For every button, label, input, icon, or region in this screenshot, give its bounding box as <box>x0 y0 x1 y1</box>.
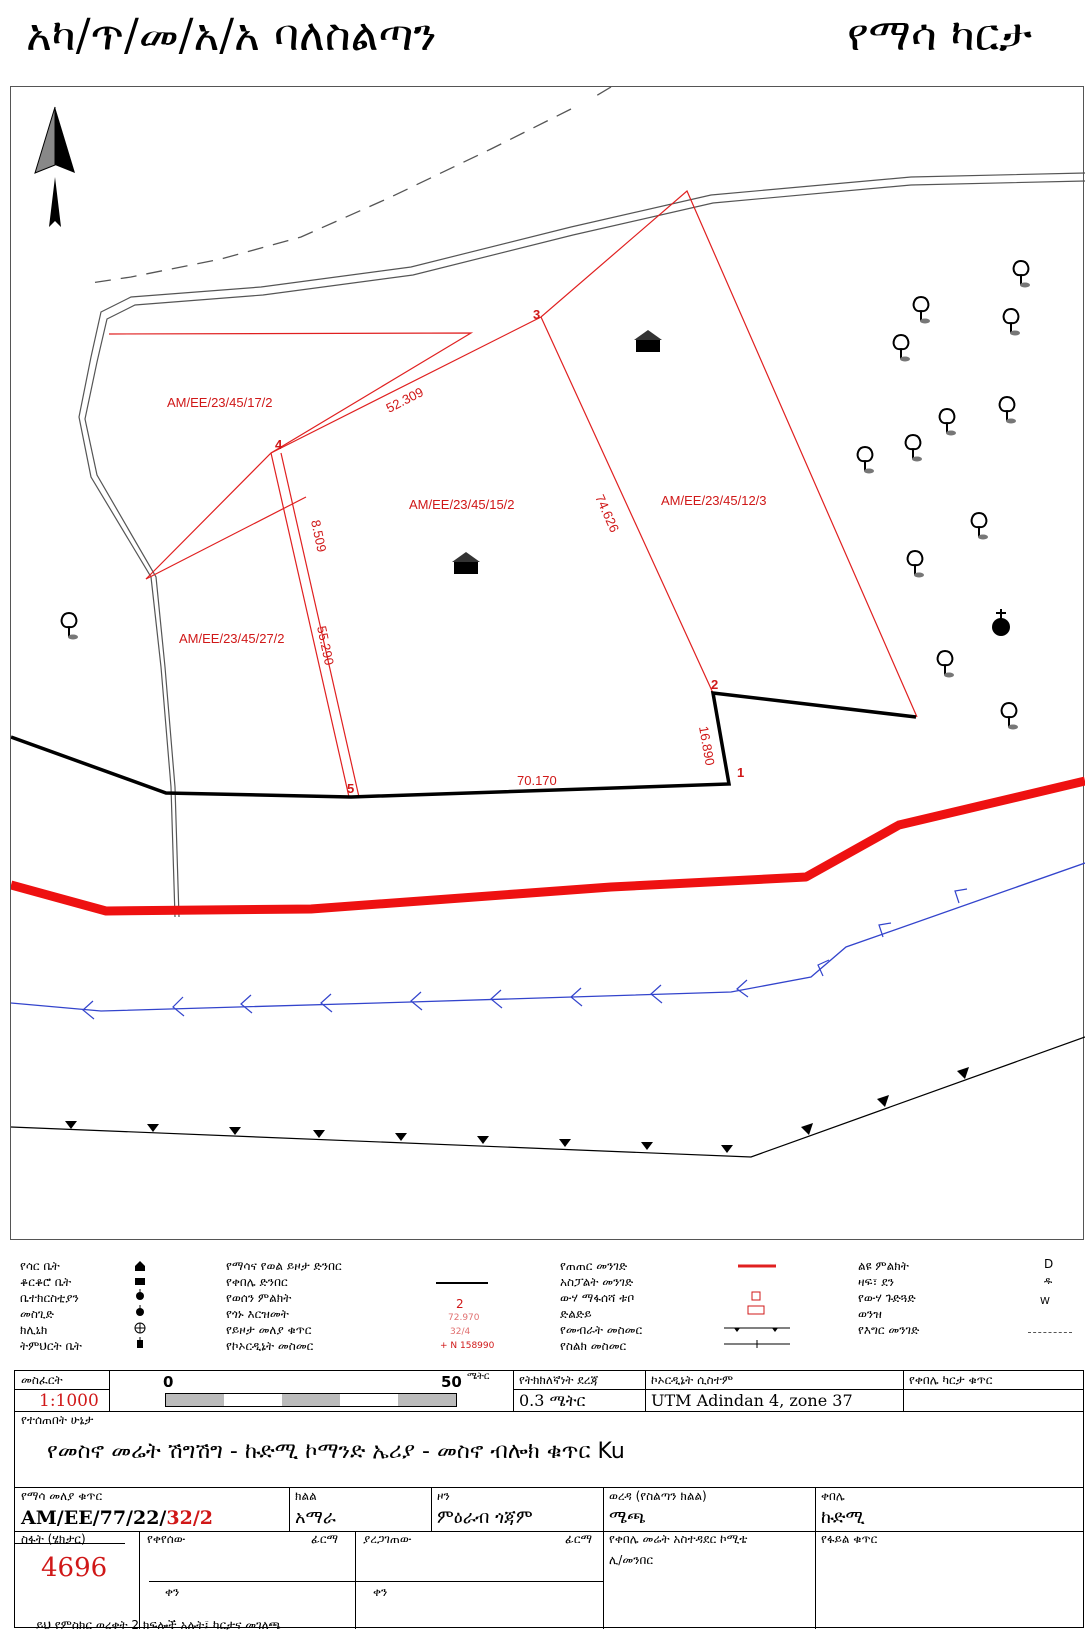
legend-col3-0: የጠጠር መንገድ <box>560 1259 628 1273</box>
distance-1-5: 70.170 <box>517 773 557 788</box>
gravel-road-line-b <box>85 181 1085 917</box>
zone-value: ምዕራብ ጎጃም <box>437 1507 533 1528</box>
verifier-date-label: ቀን <box>373 1585 388 1599</box>
house-icon <box>634 330 662 352</box>
verifier-label: ያረጋገጠው <box>363 1532 412 1546</box>
legend-col2-5: የኮኦርዲኔት መስመር <box>226 1339 314 1353</box>
coord-system-value: UTM Adindan 4, zone 37 <box>651 1391 853 1410</box>
asphalt-road <box>11 781 1085 911</box>
tree-icon <box>858 447 874 474</box>
legend-col3-symbols <box>720 1258 800 1358</box>
tree-icon <box>940 409 956 436</box>
accuracy-label: የትክክለኛነት ደረጃ <box>519 1373 599 1387</box>
legend-special-symbol: D <box>1044 1257 1054 1271</box>
tree-cluster <box>62 261 1030 730</box>
power-line-markers <box>65 1067 969 1153</box>
legend-coord-text: N 158990 <box>450 1341 495 1351</box>
area-value: 4696 <box>41 1553 108 1583</box>
surveyor-sign-label: ፊርማ <box>311 1532 339 1546</box>
vertex-3: 3 <box>533 307 541 322</box>
tree-icon <box>1000 397 1016 424</box>
legend-col1-5: ትምህርት ቤት <box>20 1339 82 1353</box>
legend-col2-1: የቀበሌ ድንበር <box>226 1275 288 1289</box>
prepared-for-label: የተሰጠበት ሁኔታ <box>21 1413 94 1427</box>
verifier-sign-label: ፊርማ <box>565 1532 593 1546</box>
legend-col3-4: የመብራት መስመር <box>560 1323 643 1337</box>
zone-label: ዞን <box>437 1489 450 1503</box>
legend-col4-4: የእግር መንገድ <box>858 1323 920 1337</box>
river <box>11 863 1085 1011</box>
distance-4-5: 55.290 <box>314 624 338 667</box>
scale-value: 1:1000 <box>39 1391 99 1411</box>
house-icon <box>452 552 480 574</box>
church-icon <box>992 609 1010 636</box>
power-line <box>11 1037 1085 1157</box>
tree-icon <box>914 297 930 324</box>
legend-col4-3: ወንዝ <box>858 1307 882 1321</box>
gravel-road-line-a <box>79 173 1085 917</box>
parcel-boundaries <box>109 191 917 797</box>
legend-col2-3: የጎኑ እርዝመት <box>226 1307 289 1321</box>
footer-note: ይህ የምስክር ወረቀት 2 ክፍሎች አሉት፤ ካርታና መገለጫ <box>36 1618 281 1632</box>
vertex-4: 4 <box>275 437 283 452</box>
vertex-1: 1 <box>737 765 745 780</box>
legend-well-symbol: W <box>1040 1296 1050 1307</box>
scalebar-start: 0 <box>163 1373 174 1391</box>
legend-footpath-line <box>1028 1332 1072 1333</box>
tree-icon <box>894 335 910 362</box>
scale-label: መስፈርት <box>21 1373 63 1387</box>
map-frame <box>10 86 1084 1240</box>
parcel-label-17: AM/EE/23/45/17/2 <box>167 395 273 410</box>
parcel-id-prefix: AM/EE/77/22/ <box>21 1507 167 1529</box>
tree-icon <box>938 651 954 678</box>
tree-icon <box>1002 703 1018 730</box>
region-value: አማራ <box>295 1507 336 1528</box>
legend-col3-2: ውሃ ማፋሰሻ ቱቦ <box>560 1291 635 1305</box>
kebele-boundary <box>11 693 916 797</box>
legend-vertex-sample: 2 <box>456 1297 464 1311</box>
committee-label: የቀበሌ መሬት አስተዳደር ኮሚቴ <box>609 1532 748 1546</box>
parcel-label-27: AM/EE/23/45/27/2 <box>179 631 285 646</box>
north-arrow-icon <box>35 107 75 227</box>
tree-icon <box>1004 309 1020 336</box>
legend-col1-3: መስጊድ <box>20 1307 54 1321</box>
tree-icon <box>972 513 988 540</box>
tree-icon <box>62 613 78 640</box>
legend-col3-3: ድልድይ <box>560 1307 592 1321</box>
parcel-label-15: AM/EE/23/45/15/2 <box>409 497 515 512</box>
info-block <box>14 1370 1084 1628</box>
distance-3-4: 52.309 <box>383 384 426 416</box>
legend-col1-1: ቆርቆሮ ቤት <box>20 1275 72 1289</box>
woreda-value: ሜጫ <box>609 1507 646 1528</box>
chair-label: ሊ/መንበር <box>609 1553 653 1567</box>
surveyor-date-label: ቀን <box>165 1585 180 1599</box>
parcel-label-12: AM/EE/23/45/12/3 <box>661 493 767 508</box>
legend-col2-0: የማሳና የወል ይዞታ ድንበር <box>226 1259 342 1273</box>
legend-col2-2: የወሰን ምልክት <box>226 1291 292 1305</box>
legend-col4-0: ልዩ ምልክት <box>858 1259 909 1273</box>
parcel-id-suffix: 32/2 <box>166 1507 213 1529</box>
scalebar-end: 50 <box>441 1373 462 1391</box>
legend-tree-symbol: ዱ <box>1044 1276 1053 1287</box>
distance-2-1: 16.890 <box>696 724 718 767</box>
legend-kebele-line <box>436 1282 488 1284</box>
legend-col3-5: የስልክ መስመር <box>560 1339 627 1353</box>
cadastral-map <box>11 87 1085 1241</box>
area-label: ስፋት (ሄክታር) <box>21 1532 86 1546</box>
tree-icon <box>906 435 922 462</box>
legend-parcel-sample: 32/4 <box>450 1327 471 1337</box>
tree-icon <box>1014 261 1030 288</box>
kebele-map-no-label: የቀበሌ ካርታ ቁጥር <box>909 1373 993 1387</box>
kebele-value: ኩድሚ <box>821 1507 865 1528</box>
parcel-id-label: የማሳ መለያ ቁጥር <box>21 1489 103 1503</box>
legend-col1-0: የሳር ቤት <box>20 1259 60 1273</box>
distance-3-2: 74.626 <box>592 492 623 535</box>
woreda-label: ወረዳ (የስልጣን ክልል) <box>609 1489 707 1503</box>
region-label: ክልል <box>295 1489 317 1503</box>
vertex-2: 2 <box>711 677 719 692</box>
footpath <box>91 87 611 283</box>
accuracy-value: 0.3 ሜትር <box>519 1391 586 1410</box>
legend-col1-4: ክሊኒክ <box>20 1323 48 1337</box>
legend-col4-1: ዛፍ፣ ደን <box>858 1275 895 1289</box>
authority-title: አካ/ጥ/መ/አ/አ ባለስልጣን <box>26 10 437 61</box>
vertex-5: 5 <box>347 781 355 796</box>
legend-coord-sample: + N 158990 <box>440 1341 495 1351</box>
legend-col1-2: ቤተክርስቲያን <box>20 1291 79 1305</box>
scalebar-unit: ሜትር <box>467 1371 490 1382</box>
surveyor-label: የቀየሰው <box>147 1532 186 1546</box>
parcel-id-value <box>21 1507 213 1529</box>
coord-system-label: ኮኦርዲኔት ሲስተም <box>651 1373 734 1387</box>
tree-icon <box>908 551 924 578</box>
legend-col4-2: የውሃ ጉድጓድ <box>858 1291 916 1305</box>
legend-col2-4: የይዞታ መለያ ቁጥር <box>226 1323 312 1337</box>
legend-col1-symbols <box>130 1258 150 1358</box>
file-no-label: የፋይል ቁጥር <box>821 1532 878 1546</box>
kebele-label: ቀበሌ <box>821 1489 845 1503</box>
distance-4-s: 8.509 <box>308 518 330 554</box>
legend-length-sample: 72.970 <box>448 1313 480 1323</box>
legend-col3-1: አስፓልት መንገድ <box>560 1275 634 1289</box>
map-title: የማሳ ካርታ <box>847 10 1032 61</box>
prepared-for-value: የመስኖ መሬት ሽግሽግ - ኩድሚ ኮማንድ ኤሪያ - መስኖ ብሎክ ቁጥር Ku <box>47 1439 625 1464</box>
scalebar <box>165 1393 457 1407</box>
